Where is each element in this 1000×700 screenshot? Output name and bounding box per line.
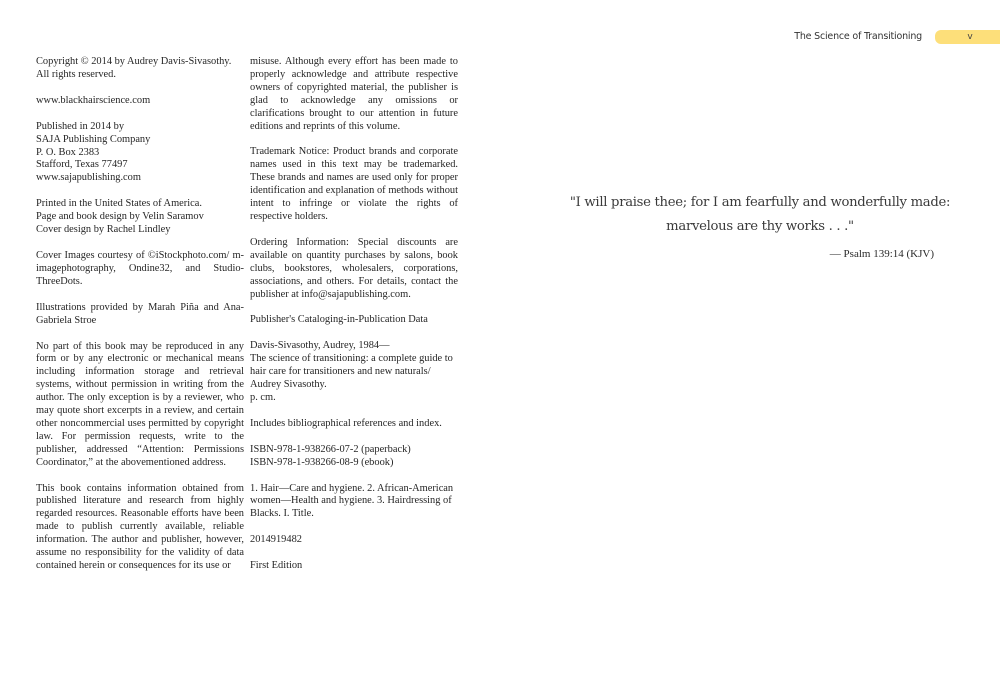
ordering-info: Ordering Information: Special discounts are available on quantity purchases by salons, book clubs, bookstores, wholesalers, corporations, associations, and others. For details, contact the publisher at info@sajapublishing.com.: [250, 236, 458, 300]
cover-images-credit: Cover Images courtesy of ©iStockphoto.com/ m-imagephotography, Ondine32, and Studio-ThreeDots.: [36, 249, 244, 287]
lccn: 2014919482: [250, 534, 302, 546]
copyright-column-right: [250, 56, 458, 586]
copyright-column-left: [36, 56, 244, 586]
epigraph-attribution: — Psalm 139:14 (KJV): [829, 248, 934, 260]
author-website: www.blackhairscience.com: [36, 94, 151, 106]
epigraph-quote: [560, 191, 960, 239]
running-header-title: The Science of Transitioning: [794, 31, 922, 42]
disclaimer-part2: misuse. Although every effort has been made to properly acknowledge and attribute respective owners of copyrighted material, the publisher is glad to acknowledge any omissions or clarifications brought to our attention in future editions and reprints of this volume.: [250, 56, 458, 132]
trademark-notice: Trademark Notice: Product brands and corporate names used in this text may be trademarked. These brands and names are used only for proper identification and explanation of methods without intent to infringe or violate the rights of respective holders.: [250, 146, 458, 222]
epigraph-line-1: "I will praise thee; for I am fearfully and wonderfully made:: [569, 195, 951, 210]
subject-headings: 1. Hair—Care and hygiene. 2. African-American women—Health and hygiene. 3. Hairdressing of Blacks. I. Title.: [250, 482, 454, 520]
cip-heading: Publisher's Cataloging-in-Publication Data: [250, 314, 428, 326]
bibliography-note: Includes bibliographical references and index.: [250, 417, 442, 429]
illustrations-credit: Illustrations provided by Marah Piña and Ana-Gabriela Stroe: [36, 301, 244, 326]
isbn-list: ISBN-978-1-938266-07-2 (paperback) ISBN-978-1-938266-08-9 (ebook): [250, 443, 411, 468]
copyright-notice: Copyright © 2014 by Audrey Davis-Sivasothy. All rights reserved.: [36, 56, 232, 80]
page-number-tab: [935, 30, 1000, 44]
running-header: [780, 30, 1000, 46]
rights-notice: No part of this book may be reproduced in any form or by any electronic or mechanical means including information storage and retrieval systems, without permission in writing from the author. The only exception is by a reviewer, who may quote short excerpts in a review, and certain other noncommercial uses permitted by copyright law. For permission requests, write to the publisher, addressed “Attention: Permissions Coordinator,” at the abovementioned address.: [36, 340, 244, 468]
cip-entry: Davis-Sivasothy, Audrey, 1984— The science of transitioning: a complete guide to hair care for transitioners and new naturals/ Audrey Sivasothy. p. cm.: [250, 340, 453, 403]
disclaimer-part1: This book contains information obtained from published literature and research from highly regarded resources. Reasonable efforts have been made to publish currently available, reliable information. The author and publisher, however, assume no responsibility for the validity of data contained herein or consequences for its use or: [36, 482, 244, 571]
edition: First Edition: [250, 560, 303, 572]
publisher-info: Published in 2014 by SAJA Publishing Company P. O. Box 2383 Stafford, Texas 77497 www.sajapublishing.com: [36, 120, 151, 184]
printing-credits: Printed in the United States of America. Page and book design by Velin Saramov Cover design by Rachel Lindley: [36, 198, 204, 236]
epigraph-line-2: marvelous are thy works . . .": [666, 219, 854, 234]
page-number: v: [967, 32, 973, 42]
